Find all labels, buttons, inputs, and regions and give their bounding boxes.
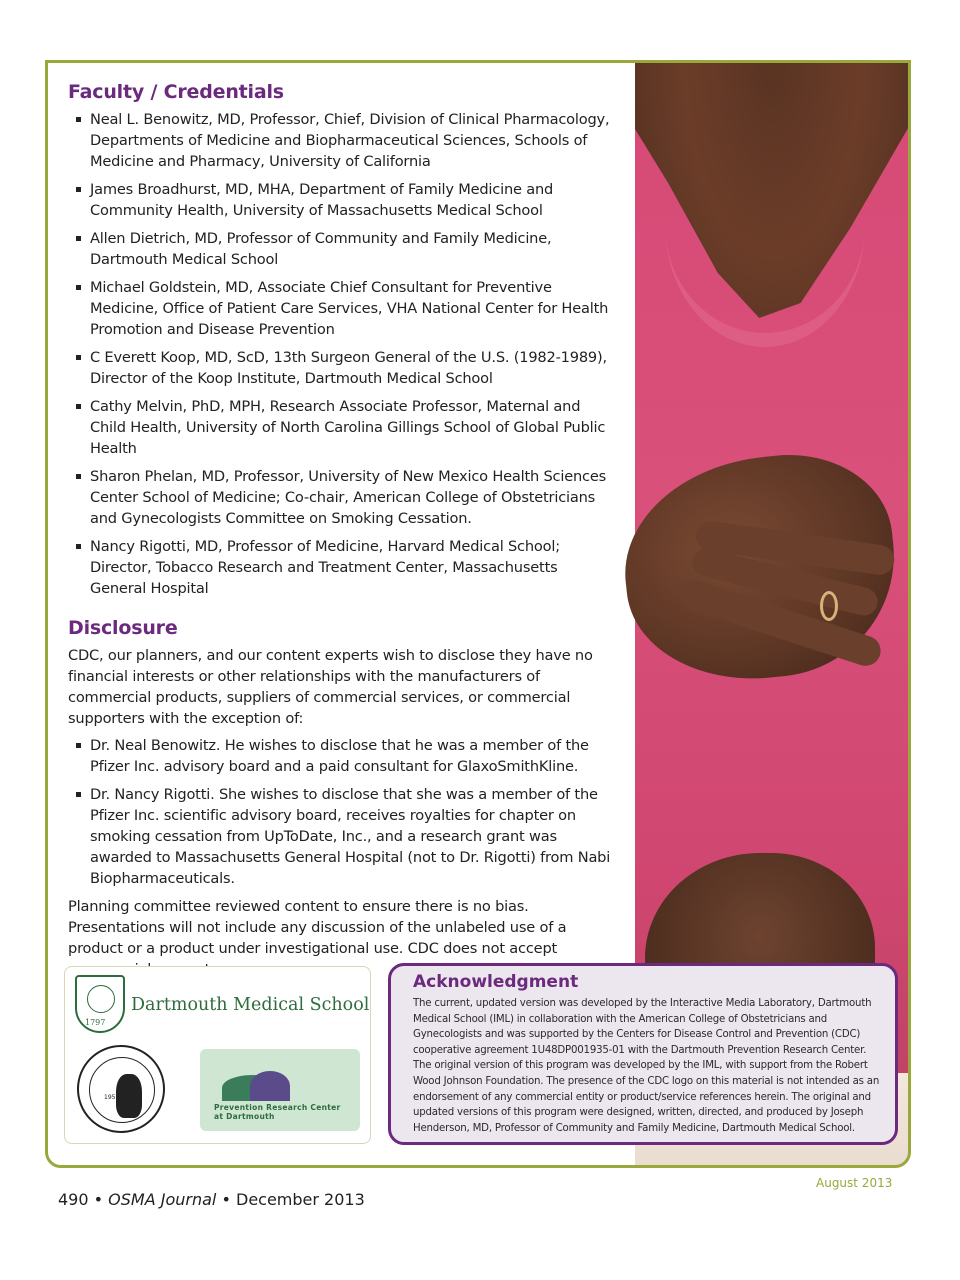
issue-date: December 2013	[236, 1190, 365, 1209]
disclosure-closing: Planning committee reviewed content to ensure there is no bias. Presentations will not include any discussion of the unlabeled use of a product or a product under investigational use. CDC does not accept	[68, 898, 567, 957]
acog-seal-figure	[116, 1074, 142, 1118]
dartmouth-logo-text: Dartmouth Medical School	[131, 995, 370, 1015]
page-number: 490	[58, 1190, 89, 1209]
disclosure-section	[68, 617, 618, 980]
acog-seal-icon	[77, 1045, 165, 1133]
faculty-item: Cathy Melvin, PhD, MPH, Research Associate Professor, Maternal and Child Health, University of North Carolina Gillings School of Global Public Health	[68, 396, 618, 459]
logo-box	[64, 966, 371, 1144]
faculty-item: C Everett Koop, MD, ScD, 13th Surgeon General of the U.S. (1982-1989), Director of the Koop Institute, Dartmouth Medical School	[68, 347, 618, 389]
disclosure-item: Dr. Neal Benowitz. He wishes to disclose that he was a member of the Pfizer Inc. advisory board and a paid consultant for GlaxoSmithKline.	[68, 735, 618, 777]
faculty-item: Nancy Rigotti, MD, Professor of Medicine, Harvard Medical School; Director, Tobacco Research and Treatment Center, Massachusetts General Hospital	[68, 536, 618, 599]
faculty-item: James Broadhurst, MD, MHA, Department of Family Medicine and Community Health, University of Massachusetts Medical School	[68, 179, 618, 221]
photo-neckline	[665, 103, 865, 347]
disclosure-item: Dr. Nancy Rigotti. She wishes to disclose that she was a member of the Pfizer Inc. scientific advisory board, receives royalties for chapter on smoking cessation from UpToDate, Inc., and a research grant was awarded to Massachusetts General Hospital (not to Dr. Rigotti) from Nabi Biopharmaceuticals.	[68, 784, 618, 889]
journal-name: OSMA Journal	[108, 1190, 217, 1209]
faculty-list	[68, 109, 618, 599]
footer-separator: •	[221, 1190, 231, 1209]
acog-year: 1951	[104, 1094, 120, 1101]
faculty-item: Michael Goldstein, MD, Associate Chief Consultant for Preventive Medicine, Office of Patient Care Services, VHA National Center for Health Promotion and Disease Prevention	[68, 277, 618, 340]
disclosure-intro: CDC, our planners, and our content experts wish to disclose they have no financial interests or other relationships with the manufacturers of commercial products, suppliers of commercial services, or commercial supporters with the exception of:	[68, 647, 593, 727]
prc-logo	[200, 1049, 360, 1131]
prc-logo-text	[214, 1103, 341, 1121]
prc-line1: Prevention Research Center	[214, 1103, 341, 1112]
prc-building-icon	[250, 1071, 290, 1101]
faculty-item: Neal L. Benowitz, MD, Professor, Chief, Division of Clinical Pharmacology, Departments of Medicine and Biopharmaceutical Sciences, Schools of Medicine and Pharmacy, University of California	[68, 109, 618, 172]
photo-ring	[820, 591, 838, 621]
dartmouth-year: 1797	[85, 1018, 106, 1027]
acknowledgment-box	[388, 963, 898, 1145]
page-footer	[58, 1190, 365, 1209]
acknowledgment-heading: Acknowledgment	[413, 972, 579, 992]
acog-seal-inner	[89, 1057, 155, 1123]
issue-date-label: August 2013	[816, 1176, 893, 1190]
content-frame	[45, 60, 911, 1168]
faculty-item: Allen Dietrich, MD, Professor of Community and Family Medicine, Dartmouth Medical School	[68, 228, 618, 270]
disclosure-list	[68, 735, 618, 889]
acknowledgment-body: The current, updated version was developed by the Interactive Media Laboratory, Dartmouth Medical School (IML) in collaboration with the American College of Obstetricians and Gynecologists and was supported by the Centers for Disease Control and Prevention (CDC) cooperative agreement 1U48DP001935-01 with the Dartmouth Prevention Research Center. The original version of this program was developed by the IML, with support from the Robert Wood Johnson Foundation. The presence of the CDC logo on this material is not intended as an endorsement of any commercial entity or product/service references herein. The original and updated versions of this program were designed, written, directed, and produced by Joseph Henderson, MD, Professor of Community and Family Medicine, Dartmouth Medical School.	[413, 998, 880, 1134]
text-column	[68, 81, 618, 984]
footer-separator: •	[93, 1190, 104, 1209]
dartmouth-shield-icon	[75, 975, 125, 1033]
dartmouth-shield-emblem	[87, 985, 115, 1013]
disclosure-heading: Disclosure	[68, 617, 178, 639]
prc-line2: at Dartmouth	[214, 1112, 275, 1121]
faculty-heading: Faculty / Credentials	[68, 81, 284, 103]
faculty-item: Sharon Phelan, MD, Professor, University of New Mexico Health Sciences Center School of Medicine; Co-chair, American College of Obstetricians and Gynecologists Committee on Smoking Cessation.	[68, 466, 618, 529]
